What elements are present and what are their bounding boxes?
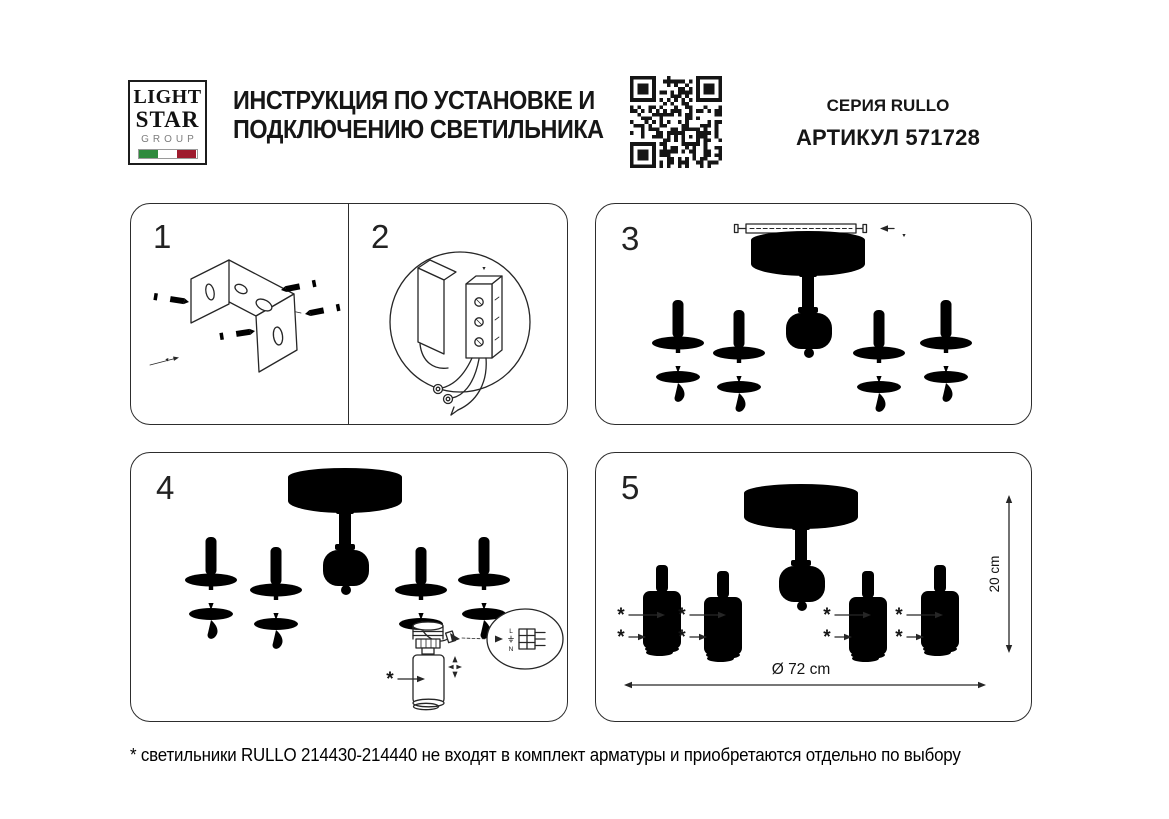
svg-text:*: * — [823, 605, 831, 626]
svg-text:*: * — [617, 627, 625, 648]
svg-text:*: * — [895, 627, 903, 648]
title-line-1: ИНСТРУКЦИЯ ПО УСТАНОВКЕ И — [233, 85, 595, 115]
panel-step-5 — [595, 452, 1032, 722]
series-label: СЕРИЯ RULLO — [826, 96, 950, 115]
svg-text:*: * — [678, 605, 686, 626]
steps-1-2-drawing — [131, 204, 566, 423]
step-5-drawing — [596, 453, 1030, 720]
step-2-number: 2 — [371, 218, 390, 255]
adjust-cross-icon — [448, 656, 462, 678]
diameter-dimension — [624, 661, 986, 688]
flag-red — [177, 150, 196, 158]
logo-word-group: GROUP — [141, 134, 198, 145]
footnote: * светильники RULLO 214430-214440 не входят в комплект арматуры и приобретаются отдельно по выбору — [130, 745, 961, 765]
svg-text:*: * — [823, 627, 831, 648]
page-title — [233, 86, 604, 144]
qr-code — [630, 76, 722, 168]
article-label: АРТИКУЛ 571728 — [795, 125, 981, 150]
lightstar-logo — [128, 80, 207, 165]
svg-text:*: * — [895, 605, 903, 626]
mounting-bracket-drawing — [150, 260, 341, 372]
flag-green — [139, 150, 158, 158]
panel-step-4 — [130, 452, 568, 722]
wiring-detail-drawing — [390, 252, 530, 415]
step-4-drawing — [131, 453, 566, 720]
height-dimension — [987, 495, 1012, 653]
step-4-number: 4 — [156, 469, 175, 506]
step-1-number: 1 — [153, 218, 172, 255]
diameter-label: Ø 72 cm — [771, 661, 831, 678]
product-info — [778, 96, 998, 151]
lamp-drawing — [413, 622, 444, 710]
panel-steps-1-2 — [130, 203, 568, 425]
height-label: 20 cm — [987, 555, 1002, 593]
title-line-2: ПОДКЛЮЧЕНИЮ СВЕТИЛЬНИКА — [233, 114, 604, 144]
logo-word-star: STAR — [135, 107, 200, 132]
logo-word-light: LIGHT — [133, 86, 202, 108]
flag-white — [158, 150, 177, 158]
logo-italian-flag — [138, 149, 198, 159]
panel-step-3 — [595, 203, 1032, 425]
step-3-number: 3 — [621, 220, 640, 257]
step-5-number: 5 — [621, 469, 640, 506]
svg-text:*: * — [678, 627, 686, 648]
svg-text:*: * — [617, 605, 625, 626]
step-3-drawing — [596, 204, 1030, 423]
terminal-n-label: N — [508, 646, 514, 653]
asterisk-marker: * — [386, 669, 394, 690]
terminal-l-label: L — [509, 628, 513, 635]
